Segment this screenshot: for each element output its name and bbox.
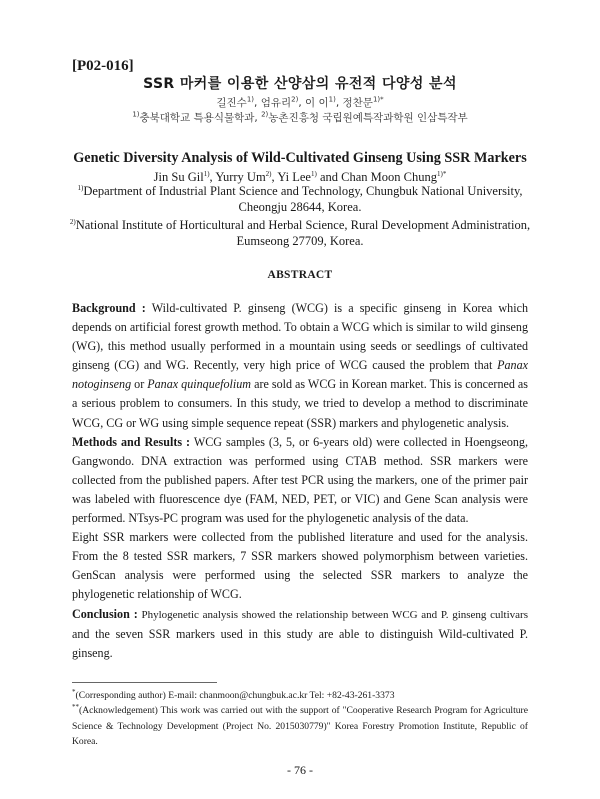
methods-paragraph-2: Eight SSR markers were collected from the published literature and used for the analysis. From the 8 tested SSR markers, 7 SSR markers showed polymorphism between varieties. GenScan analysis were performed using the selected SSR markers to analyze the phylogenetic relationship of WCG. xyxy=(72,530,528,602)
affiliation-en-2-line1 xyxy=(0,218,600,233)
korean-authors: 길진수$^{1)}$, 엄유리$^{2)}$, 이 이$^{1)}$, 정찬문$^{1)*}$ xyxy=(216,95,384,109)
footnote-corresponding xyxy=(72,688,528,704)
affil-en-1-text: Department of Industrial Plant Science and Technology, Chungbuk National University, xyxy=(83,184,523,198)
author-en-4-affil: 1)* xyxy=(436,169,447,178)
author-en-1-affil: 1) xyxy=(203,169,210,178)
author-en-and: and xyxy=(316,170,342,184)
author-ko-4-affil: 1)* xyxy=(372,95,384,104)
author-en-1: Jin Su Gil xyxy=(153,170,204,184)
korean-title: SSR 마커를 이용한 산양삼의 유전적 다양성 분석 xyxy=(143,76,457,92)
affil-ko-1-num: 1) xyxy=(132,110,140,119)
background-text-1: Wild-cultivated P. ginseng (WCG) is a specific ginseng in Korea which depends on artificial forest growth method. To obtain a WCG which is similar to wild ginseng (WG), this method usually performed in a mountain using seeds or seedlings of cultivated ginseng (CG) and WG. Recently, very high price of WCG caused the problem that xyxy=(72,301,528,373)
background-label: Background : xyxy=(72,301,146,315)
korean-affiliations xyxy=(0,110,600,125)
footnote-2-mark: ** xyxy=(72,702,79,711)
affiliation-en-1-line2: Cheongju 28644, Korea. xyxy=(238,200,362,214)
footnote-acknowledgement xyxy=(72,703,528,750)
author-ko-1: 길진수 xyxy=(216,97,247,109)
affil-en-2-num: 2) xyxy=(69,217,76,226)
author-en-4: Chan Moon Chung xyxy=(341,170,437,184)
abstract-heading: ABSTRACT xyxy=(267,269,333,281)
author-en-2: Yurry Um xyxy=(215,170,266,184)
background-paragraph xyxy=(72,299,528,433)
affil-ko-2-num: 2) xyxy=(261,110,269,119)
conclusion-label: Conclusion : xyxy=(72,606,138,621)
abstract-body xyxy=(72,299,528,663)
methods-text-1: WCG samples (3, 5, or 6-years old) were collected in Hoengseong, Gangwondo. DNA extraction was performed using CTAB method. SSR markers were collected from the published papers. After test PCR using the markers, one of the primer pair was labeled with fluorescence dye (FAM, NED, PET, or VIC) and Gene Scan analysis were performed. NTsys-PC program was used for the phylogenetic analysis of the data. xyxy=(72,434,528,526)
affil-en-1-num: 1) xyxy=(77,183,84,192)
author-ko-1-affil: 1) xyxy=(246,95,254,104)
affiliation-en-1-line1 xyxy=(0,184,600,199)
poster-code: [P02-016] xyxy=(72,58,134,74)
footnote-1-text: (Corresponding author) E-mail: chanmoon@chungbuk.ac.kr Tel: +82-43-261-3373 xyxy=(75,690,395,701)
affil-ko-1: 충북대학교 특용식물학과, xyxy=(139,112,262,124)
author-en-3: Yi Lee xyxy=(277,170,311,184)
background-text-3: are sold as WCG in Korean market. This is concerned as a serious problem to consumers. In this study, we tried to develop a method to discriminate WCG, CG or WG using simple sequence repeat (SSR) markers and phylogenetic analysis. xyxy=(72,377,529,430)
author-en-2-affil: 2) xyxy=(265,169,272,178)
species-name-2: Panax quinquefolium xyxy=(147,377,252,392)
conclusion-text-1: Phylogenetic analysis showed the relationship between WCG and P. ginseng cultivars xyxy=(137,608,528,621)
species-name-1: Panax notoginseng xyxy=(72,358,528,392)
footnote-divider xyxy=(72,682,217,683)
affil-en-2-text: National Institute of Horticultural and Herbal Science, Rural Development Administration, xyxy=(75,218,531,232)
page-number: - 76 - xyxy=(287,763,313,777)
methods-paragraph xyxy=(72,433,528,528)
author-en-3-affil: 1) xyxy=(310,169,317,178)
author-ko-2-affil: 2) xyxy=(291,95,299,104)
footnote-2-text: (Acknowledgement) This work was carried out with the support of "Cooperative Research Program for Agriculture Science & Technology Development (Project No. 2015030779)" Korea Forestry Promotion Institute, Republic of Korea. xyxy=(72,705,528,747)
methods-label: Methods and Results : xyxy=(72,434,191,449)
background-text-2: or xyxy=(131,377,148,392)
english-authors: Jin Su Gil$^{1)}$, Yurry Um$^{2)}$, Yi Lee$^{1)}$ and Chan Moon Chung$^{1)*}$ xyxy=(153,169,447,184)
conclusion-text-2: and the seven SSR markers used in this study are able to distinguish Wild-cultivated P. ginseng. xyxy=(72,626,528,660)
conclusion-paragraph xyxy=(72,605,528,663)
author-ko-4: 정찬문 xyxy=(342,97,373,109)
author-ko-2: 엄유리 xyxy=(260,97,292,109)
footnote-1-mark: * xyxy=(72,687,76,696)
english-title: Genetic Diversity Analysis of Wild-Cultivated Ginseng Using SSR Markers xyxy=(73,150,527,166)
author-ko-3: 이 이 xyxy=(305,97,329,109)
affil-ko-2: 농촌진흥청 국립원예특작과학원 인삼특작부 xyxy=(268,112,468,124)
affiliation-en-2-line2: Eumseong 27709, Korea. xyxy=(236,234,364,248)
author-ko-3-affil: 1) xyxy=(328,95,336,104)
